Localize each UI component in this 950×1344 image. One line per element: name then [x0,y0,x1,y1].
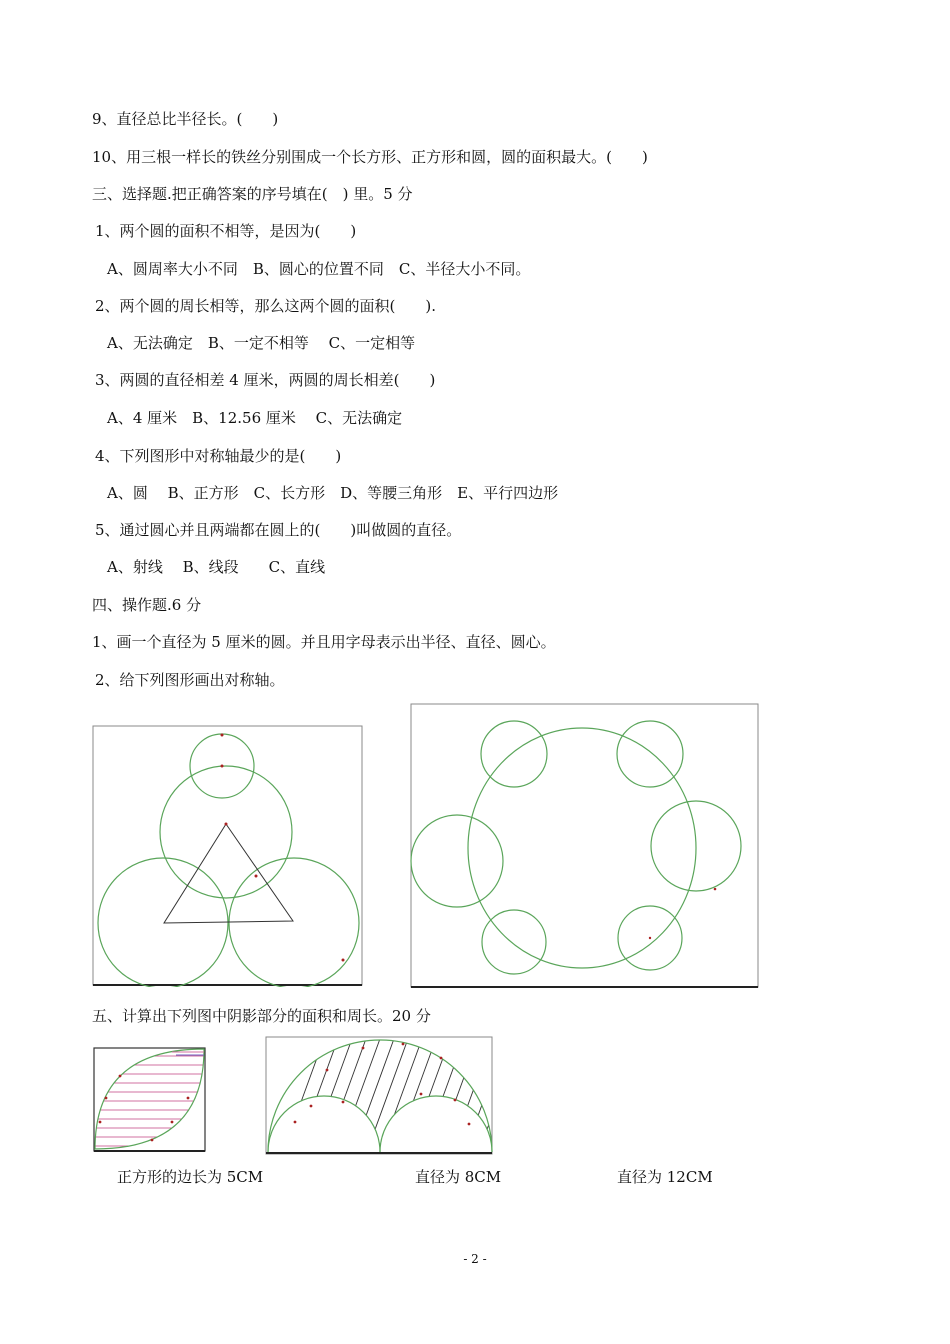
section-3-heading: 三、选择题.把正确答案的序号填在( ) 里。5 分 [92,185,413,203]
page-number: - 2 - [463,1252,487,1266]
choice-question-1: 1、两个圆的面积不相等，是因为( ) [95,222,357,240]
choice-options-5: A、射线 B、线段 C、直线 [107,558,326,576]
caption-diameter-12: 直径为 12CM [617,1168,713,1186]
choice-question-4: 4、下列图形中对称轴最少的是( ) [95,447,342,465]
question-9: 9、直径总比半径长。( ) [92,110,279,128]
operation-question-1: 1、画一个直径为 5 厘米的圆。并且用字母表示出半径、直径、圆心。 [92,633,556,651]
section-5-heading: 五、计算出下列图中阴影部分的面积和周长。20 分 [92,1007,431,1025]
choice-question-5: 5、通过圆心并且两端都在圆上的( )叫做圆的直径。 [95,521,462,539]
figure-square-leaf [92,1046,208,1154]
figure-semicircles [265,1036,495,1156]
choice-options-4: A、圆 B、正方形 C、长方形 D、等腰三角形 E、平行四边形 [107,484,559,502]
choice-options-3: A、4 厘米 B、12.56 厘米 C、无法确定 [107,409,403,427]
section-4-heading: 四、操作题.6 分 [92,596,202,614]
question-10: 10、用三根一样长的铁丝分别围成一个长方形、正方形和圆，圆的面积最大。( ) [92,148,648,166]
figure-circles-triangle [92,725,364,987]
choice-options-1: A、圆周率大小不同 B、圆心的位置不同 C、半径大小不同。 [107,260,531,278]
choice-question-2: 2、两个圆的周长相等，那么这两个圆的面积( ). [95,297,437,315]
choice-options-2: A、无法确定 B、一定不相等 C、一定相等 [107,334,416,352]
caption-diameter-8: 直径为 8CM [415,1168,502,1186]
choice-question-3: 3、两圆的直径相差 4 厘米，两圆的周长相差( ) [95,371,436,389]
operation-question-2: 2、给下列图形画出对称轴。 [95,671,285,689]
figure-six-circles [410,703,760,989]
caption-square: 正方形的边长为 5CM [117,1168,264,1186]
